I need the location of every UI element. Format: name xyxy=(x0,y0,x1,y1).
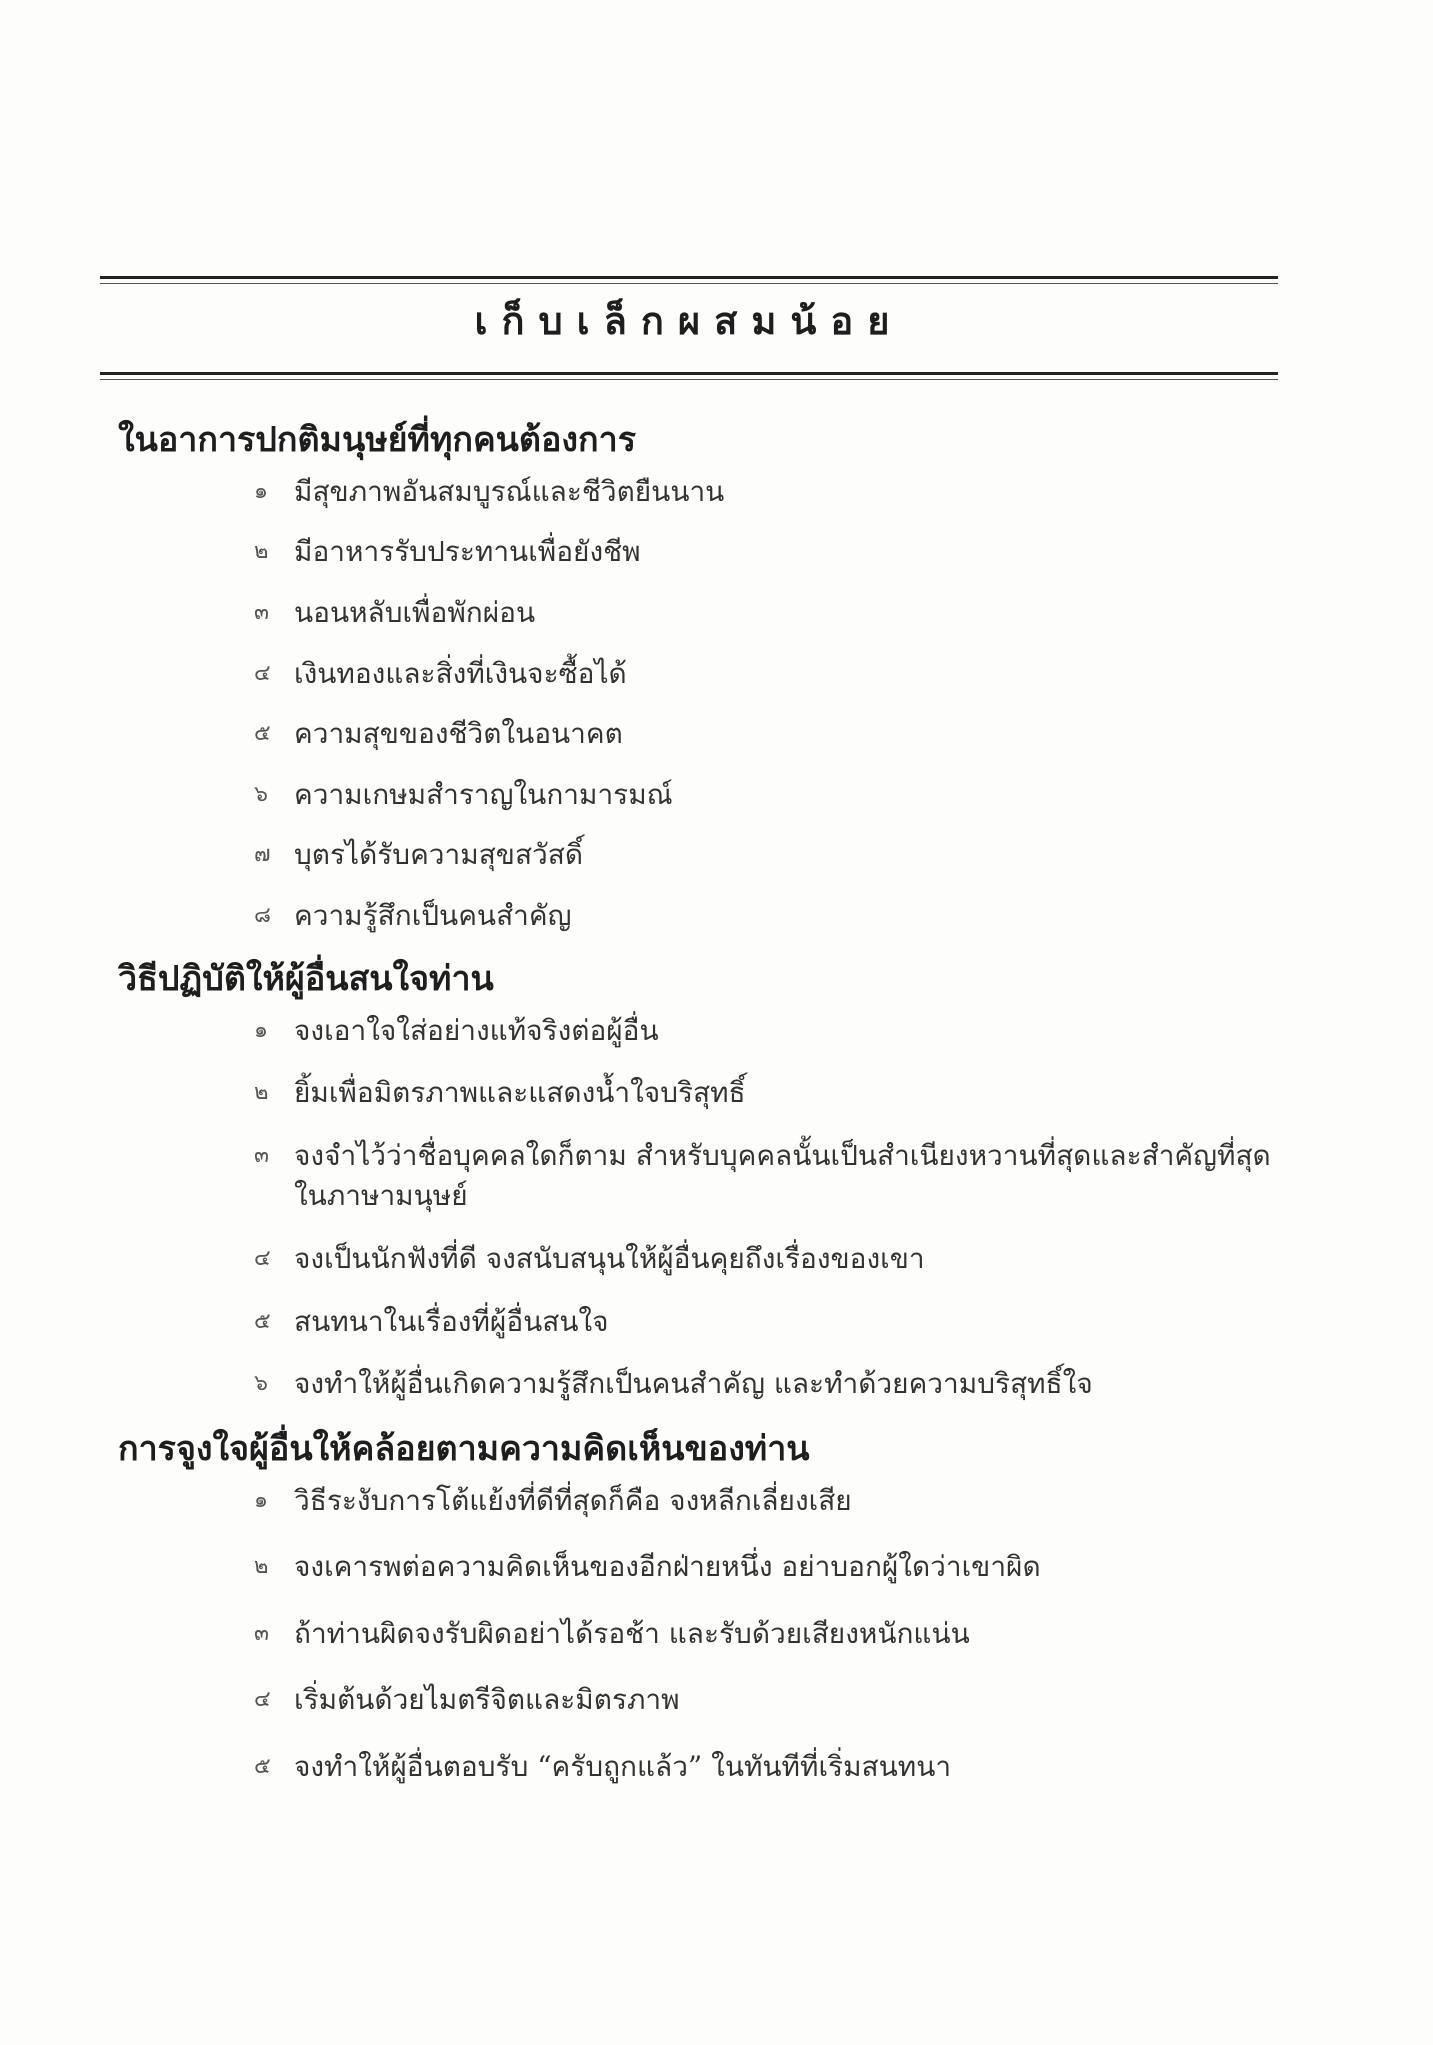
section-gain-interest xyxy=(118,957,1278,1405)
item-list xyxy=(118,472,1278,937)
top-rule xyxy=(100,276,1278,279)
list-item xyxy=(118,1302,1278,1343)
list-item xyxy=(118,896,1278,937)
item-number: ๑ xyxy=(254,1487,268,1513)
item-text: ความเกษมสำราญในกามารมณ์ xyxy=(294,777,673,811)
bottom-rule xyxy=(100,372,1278,375)
list-item xyxy=(118,654,1278,695)
list-item xyxy=(118,1547,1278,1588)
item-text: จงเอาใจใส่อย่างแท้จริงต่อผู้อื่น xyxy=(294,1013,659,1047)
list-item xyxy=(118,1680,1278,1721)
item-number: ๗ xyxy=(254,842,271,868)
item-text: นอนหลับเพื่อพักผ่อน xyxy=(294,596,536,630)
list-item xyxy=(118,532,1278,573)
item-number: ๑ xyxy=(254,1017,268,1043)
list-item xyxy=(118,593,1278,634)
item-number: ๓ xyxy=(254,1142,270,1168)
section-heading: ในอาการปกติมนุษย์ที่ทุกคนต้องการ xyxy=(118,420,636,460)
list-item xyxy=(118,775,1278,816)
item-number: ๓ xyxy=(254,1620,270,1646)
list-item xyxy=(118,1011,1278,1052)
item-number: ๕ xyxy=(254,1308,271,1334)
item-number: ๕ xyxy=(254,1753,271,1779)
item-number: ๑ xyxy=(254,478,268,504)
list-item xyxy=(118,1073,1278,1114)
item-number: ๘ xyxy=(254,903,271,929)
section-heading: วิธีปฏิบัติให้ผู้อื่นสนใจท่าน xyxy=(118,958,494,999)
item-number: ๒ xyxy=(254,1080,269,1106)
section-human-needs xyxy=(118,418,1278,937)
section-persuasion xyxy=(118,1427,1278,1788)
item-text: จงเป็นนักฟังที่ดี จงสนับสนุนให้ผู้อื่นคุยถึงเรื่องของเขา xyxy=(294,1241,925,1275)
list-item xyxy=(118,1481,1278,1522)
bottom-rule-thin xyxy=(100,379,1278,380)
page-title: เก็บเล็กผสมน้อย xyxy=(474,298,904,343)
content xyxy=(118,418,1278,1814)
item-number: ๔ xyxy=(254,1687,271,1713)
list-item xyxy=(118,1136,1278,1217)
item-number: ๔ xyxy=(254,660,271,686)
item-text: จงจำไว้ว่าชื่อบุคคลใดก็ตาม สำหรับบุคคลนั้นเป็นสำเนียงหวานที่สุดและสำคัญที่สุดในภาษามนุษย์ xyxy=(294,1138,1271,1213)
list-item xyxy=(118,1614,1278,1655)
item-text: ถ้าท่านผิดจงรับผิดอย่าได้รอช้า และรับด้วยเสียงหนักแน่น xyxy=(294,1616,970,1650)
list-item xyxy=(118,472,1278,513)
item-number: ๔ xyxy=(254,1245,271,1271)
item-text: เริ่มต้นด้วยไมตรีจิตและมิตรภาพ xyxy=(294,1683,680,1717)
item-list xyxy=(118,1011,1278,1405)
item-text: วิธีระงับการโต้แย้งที่ดีที่สุดก็คือ จงหลีกเลี่ยงเสีย xyxy=(294,1483,852,1517)
item-text: มีอาหารรับประทานเพื่อยังชีพ xyxy=(294,535,641,569)
item-number: ๕ xyxy=(254,721,271,747)
item-number: ๖ xyxy=(254,1371,268,1397)
item-number: ๒ xyxy=(254,539,269,565)
item-text: มีสุขภาพอันสมบูรณ์และชีวิตยืนนาน xyxy=(294,474,725,508)
list-item xyxy=(118,835,1278,876)
item-number: ๒ xyxy=(254,1554,269,1580)
list-item xyxy=(118,714,1278,755)
item-text: จงเคารพต่อความคิดเห็นของอีกฝ่ายหนึ่ง อย่าบอกผู้ใดว่าเขาผิด xyxy=(294,1550,1041,1584)
item-text: ความสุขของชีวิตในอนาคต xyxy=(294,717,623,751)
item-text: สนทนาในเรื่องที่ผู้อื่นสนใจ xyxy=(294,1304,609,1338)
item-text: เงินทองและสิ่งที่เงินจะซื้อได้ xyxy=(294,656,627,690)
section-heading: การจูงใจผู้อื่นให้คล้อยตามความคิดเห็นของท่าน xyxy=(118,1428,810,1469)
item-number: ๓ xyxy=(254,600,270,626)
item-text: จงทำให้ผู้อื่นเกิดความรู้สึกเป็นคนสำคัญ และทำด้วยความบริสุทธิ์ใจ xyxy=(294,1367,1093,1401)
item-text: ยิ้มเพื่อมิตรภาพและแสดงน้ำใจบริสุทธิ์ xyxy=(294,1076,746,1110)
top-rule-thin xyxy=(100,283,1278,284)
list-item xyxy=(118,1747,1278,1788)
item-text: จงทำให้ผู้อื่นตอบรับ “ครับถูกแล้ว” ในทันทีที่เริ่มสนทนา xyxy=(294,1749,952,1783)
list-item xyxy=(118,1239,1278,1280)
item-number: ๖ xyxy=(254,781,268,807)
list-item xyxy=(118,1364,1278,1405)
item-text: ความรู้สึกเป็นคนสำคัญ xyxy=(294,899,572,933)
item-text: บุตรได้รับความสุขสวัสดิ์ xyxy=(294,838,584,872)
item-list xyxy=(118,1481,1278,1788)
